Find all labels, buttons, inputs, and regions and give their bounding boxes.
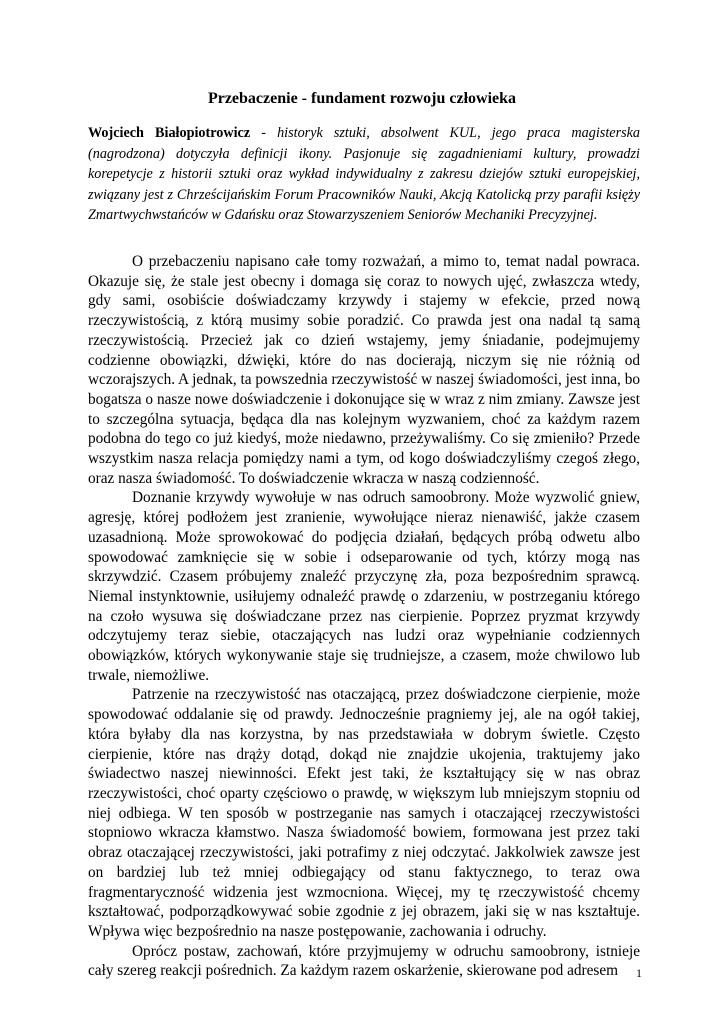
document-title: Przebaczenie - fundament rozwoju człowieka	[207, 90, 517, 107]
page-number: 1	[636, 966, 642, 980]
paragraph: O przebaczeniu napisano całe tomy rozważań, a mimo to, temat nadal powraca. Okazuje się, że stale jest obecny i domaga się coraz to nowych ujęć, zwłaszcza wtedy, gdy sami, osobiście doświadczamy krzywdy i stajemy w efekcie, przed nową rzeczywistością, z którą musimy sobie poradzić. Co prawda jest ona nadal tą samą rzeczywistością. Przecież jak co dzień wstajemy, jemy śniadanie, podejmujemy codzienne obowiązki, dźwięki, które do nas docierają, niczym się nie różnią od wczorajszych. A jednak, ta powszednia rzeczywistość w naszej świadomości, jest inna, bo bogatsza o nasze nowe doświadczenie i dokonujące się w wraz z nim zmiany. Zawsze jest to szczególna sytuacja, będąca dla nas kolejnym wyzwaniem, choć za każdym razem podobna do tego co już kiedyś, może niedawno, przeżywaliśmy. Co się zmieniło? Przede wszystkim nasza relacja pomiędzy nami a tym, od kogo doświadczyliśmy czegoś złego, oraz nasza świadomość. To doświadczenie wkracza w naszą codzienność.	[88, 253, 640, 487]
paragraph: Patrzenie na rzeczywistość nas otaczającą, przez doświadczone cierpienie, może spowodować oddalanie się od prawdy. Jednocześnie pragniemy jej, ale na ogół takiej, która byłaby dla nas korzystna, by nas przedstawiała w dobrym świetle. Często cierpienie, które nas drąży dotąd, dokąd nie znajdzie ukojenia, traktujemy jako świadectwo naszej niewinności. Efekt jest taki, że kształtujący się w nas obraz rzeczywistości, choć oparty częściowo o prawdę, w większym lub mniejszym stopniu od niej odbiega. W ten sposób w postrzeganie nas samych i otaczającej rzeczywistości stopniowo wkracza kłamstwo. Nasza świadomość bowiem, formowana jest przez taki obraz otaczającej rzeczywistości, jaki potrafimy z niej odczytać. Jakkolwiek zawsze jest on bardziej lub też mniej odbiegający od stanu faktycznego, to teraz owa fragmentaryczność widzenia jest wzmocniona. Więcej, my tę rzeczywistość chcemy kształtować, podporządkowywać sobie zgodnie z jej obrazem, jaki się w nas kształtuje. Wpływa więc bezpośrednio na nasze postępowanie, zachowania i odruchy.	[88, 686, 640, 940]
author-bio: historyk sztuki, absolwent KUL, jego praca magisterska (nagrodzona) dotyczyła definicji ikony. Pasjonuje się zagadnieniami kultury, prowadzi korepetycje z historii sztuki oraz wykład indywidualny z zakresu dziejów sztuki europejskiej, związany jest z Chrześcijańskim Forum Pracowników Nauki, Akcją Katolicką przy parafii księży Zmartwychwstańców w Gdańsku oraz Stowarzyszeniem Seniorów Mechaniki Precyzyjnej.	[88, 125, 641, 224]
paragraph: Doznanie krzywdy wywołuje w nas odruch samoobrony. Może wyzwolić gniew, agresję, której podłożem jest zranienie, wywołujące nieraz nienawiść, jakże czasem uzasadnioną. Może sprowokować do podjęcia działań, będących próbą odwetu albo spowodować zamknięcie się w sobie i odseparowanie od tych, którzy mogą nas skrzywdzić. Czasem próbujemy znaleźć przyczynę zła, poza bezpośrednim sprawcą. Niemal instynktownie, usiłujemy odnaleźć prawdę o zdarzeniu, w postrzeganiu którego na czoło wysuwa się doświadczane przez nas cierpienie. Poprzez pryzmat krzywdy odczytujemy teraz siebie, otaczających nas ludzi oraz wypełnianie codziennych obowiązków, których wykonywanie staje się trudniejsze, a czasem, może chwilowo lub trwale, niemożliwe.	[88, 489, 640, 684]
author-separator: -	[250, 125, 278, 141]
paragraph: Oprócz postaw, zachowań, które przyjmujemy w odruchu samoobrony, istnieje cały szereg reakcji pośrednich. Za każdym razem oskarżenie, skierowane pod adresem	[88, 942, 640, 980]
author-note	[88, 123, 640, 226]
article-body	[88, 252, 640, 981]
author-name: Wojciech Białopiotrowicz	[88, 125, 251, 141]
